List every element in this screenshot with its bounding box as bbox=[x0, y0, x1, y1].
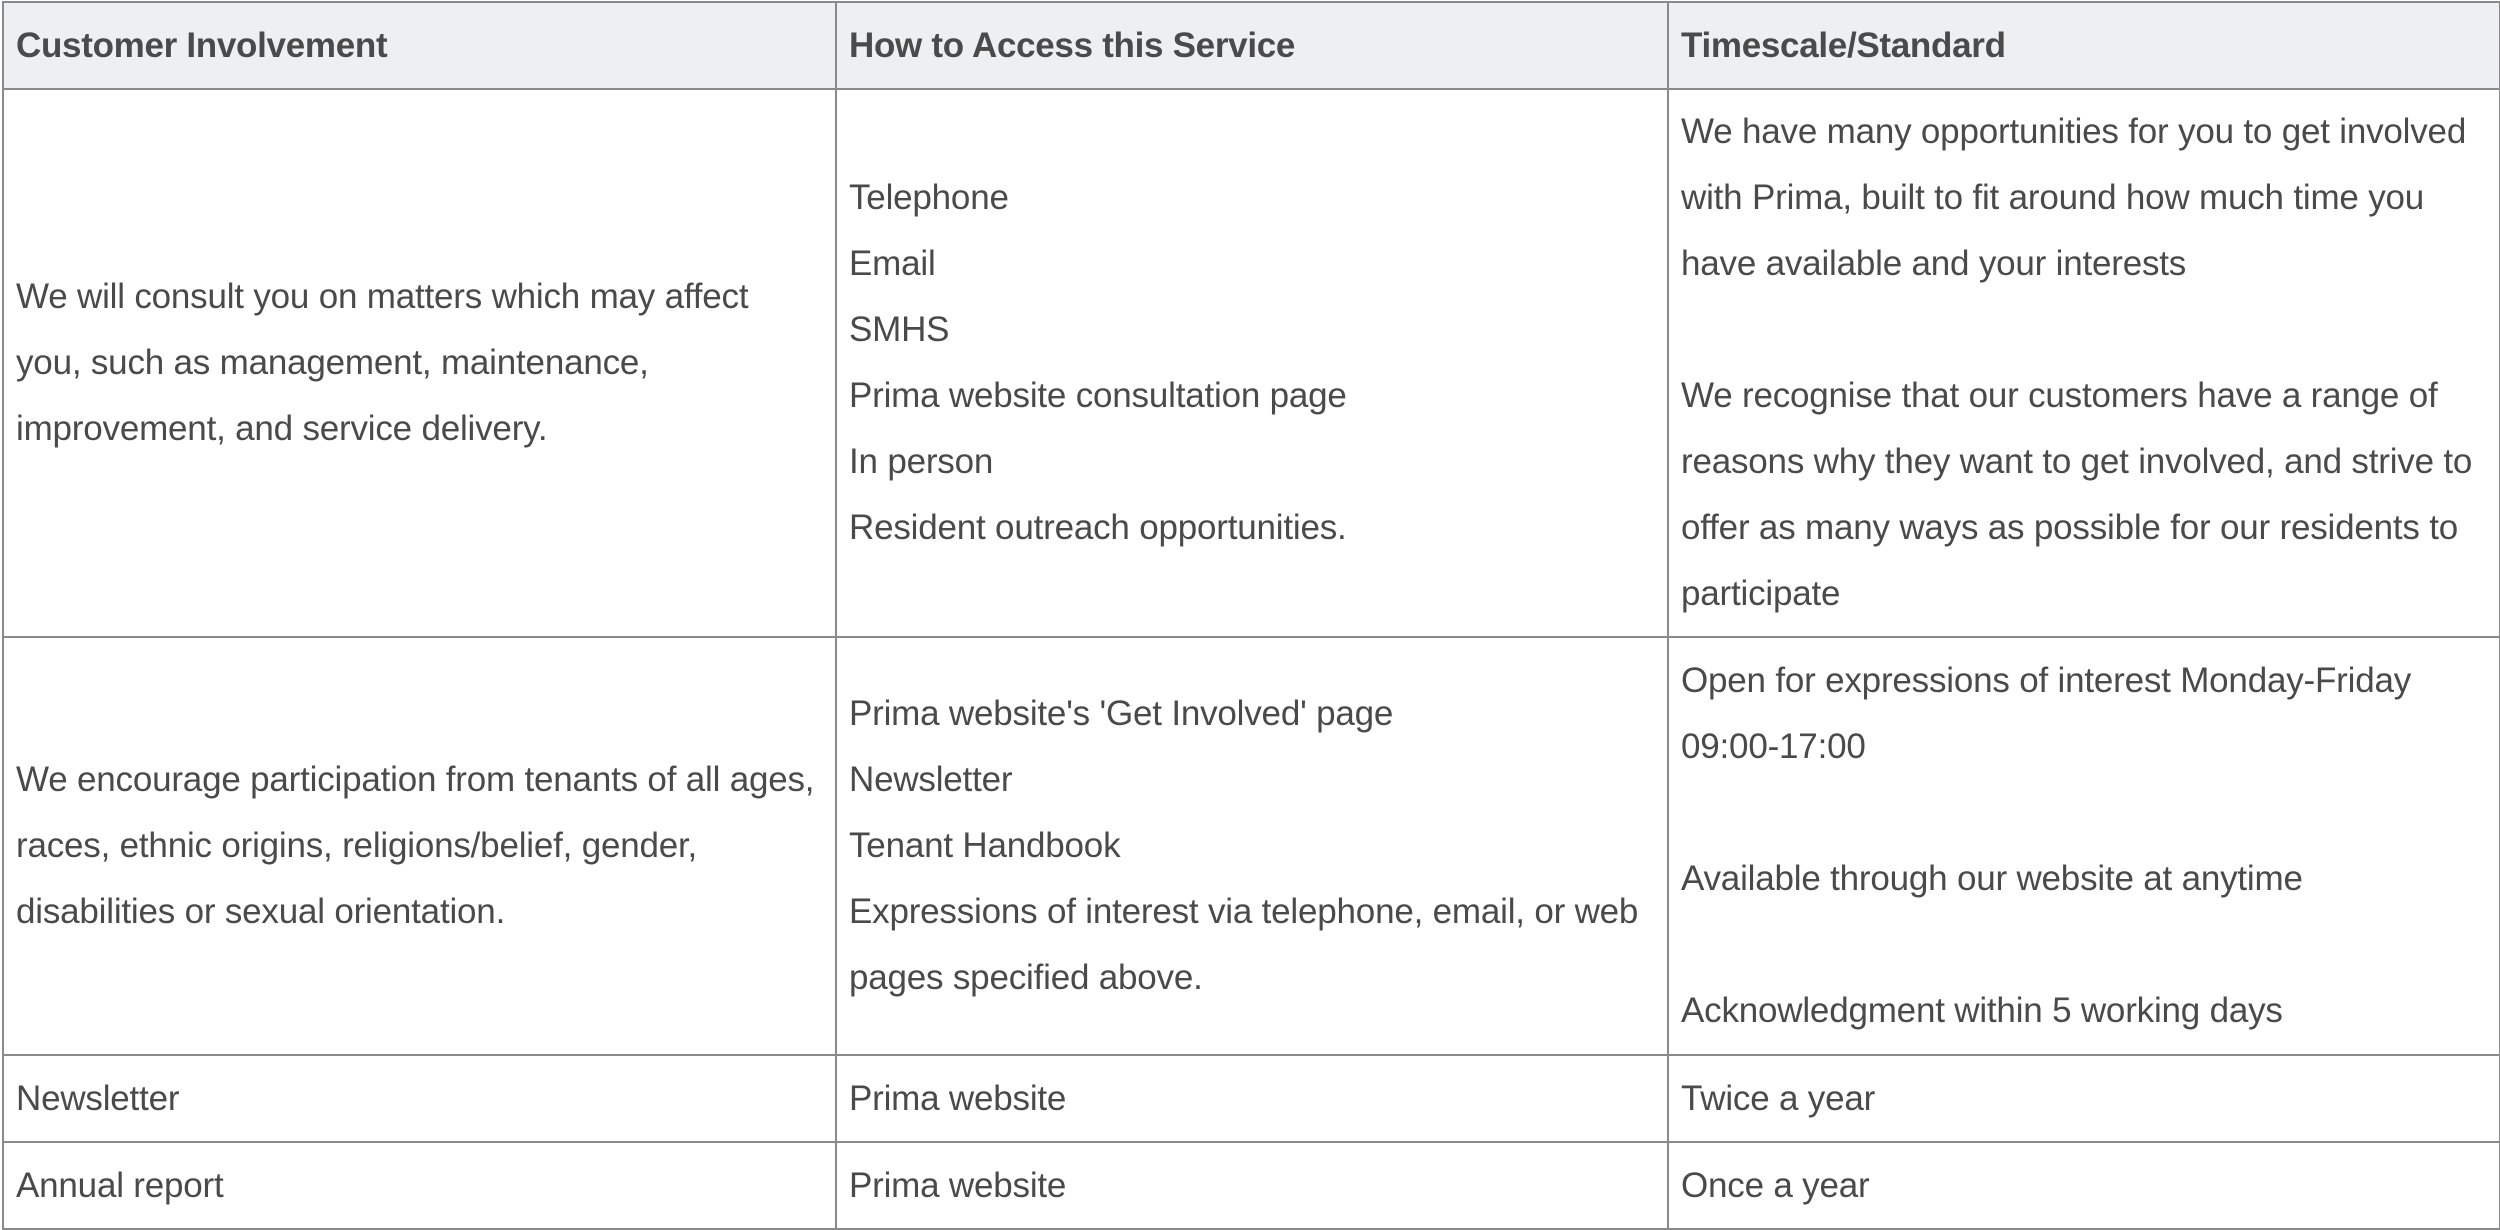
table-header-row bbox=[3, 2, 2500, 89]
access-item: Telephone bbox=[849, 178, 1009, 217]
access-item: Tenant Handbook bbox=[849, 826, 1121, 865]
access-item: Newsletter bbox=[849, 760, 1013, 799]
header-how-to-access: How to Access this Service bbox=[836, 2, 1668, 89]
involvement-text: We encourage participation from tenants of all ages, races, ethnic origins, religions/belief, gender, disabilities or sexual orientation. bbox=[16, 760, 815, 931]
paragraph-gap bbox=[1681, 780, 2487, 846]
timescale-text: Available through our website at anytime bbox=[1681, 859, 2303, 898]
table-row bbox=[3, 637, 2500, 1055]
access-item: Email bbox=[849, 244, 936, 283]
paragraph-gap bbox=[1681, 297, 2487, 363]
access-item: Expressions of interest via telephone, email, or web pages specified above. bbox=[849, 892, 1639, 997]
table-row bbox=[3, 1055, 2500, 1142]
timescale-cell bbox=[1668, 637, 2500, 1055]
header-customer-involvement: Customer Involvement bbox=[3, 2, 836, 89]
header-timescale-standard: Timescale/Standard bbox=[1668, 2, 2500, 89]
table-row bbox=[3, 89, 2500, 637]
access-item: SMHS bbox=[849, 310, 950, 349]
access-item: In person bbox=[849, 442, 994, 481]
access-cell bbox=[836, 637, 1668, 1055]
timescale-text: We have many opportunities for you to get involved with Prima, built to fit around how much time you have available and your interests bbox=[1681, 112, 2467, 283]
access-cell: Prima website bbox=[836, 1055, 1668, 1142]
timescale-cell bbox=[1668, 89, 2500, 637]
timescale-text: Acknowledgment within 5 working days bbox=[1681, 991, 2283, 1030]
access-item: Prima website consultation page bbox=[849, 376, 1347, 415]
customer-involvement-table bbox=[2, 1, 2500, 1230]
involvement-text: We will consult you on matters which may affect you, such as management, maintenance, improvement, and service delivery. bbox=[16, 277, 749, 448]
involvement-cell: Annual report bbox=[3, 1142, 836, 1229]
timescale-cell: Once a year bbox=[1668, 1142, 2500, 1229]
timescale-cell: Twice a year bbox=[1668, 1055, 2500, 1142]
access-cell: Prima website bbox=[836, 1142, 1668, 1229]
involvement-cell bbox=[3, 637, 836, 1055]
timescale-text: Open for expressions of interest Monday-Friday 09:00-17:00 bbox=[1681, 661, 2412, 766]
involvement-cell: Newsletter bbox=[3, 1055, 836, 1142]
involvement-cell bbox=[3, 89, 836, 637]
paragraph-gap bbox=[1681, 912, 2487, 978]
access-item: Resident outreach opportunities. bbox=[849, 508, 1347, 547]
access-item: Prima website's 'Get Involved' page bbox=[849, 694, 1394, 733]
timescale-text: We recognise that our customers have a range of reasons why they want to get involved, and strive to offer as many ways as possible for our residents to participate bbox=[1681, 376, 2473, 613]
table-row bbox=[3, 1142, 2500, 1229]
access-cell bbox=[836, 89, 1668, 637]
